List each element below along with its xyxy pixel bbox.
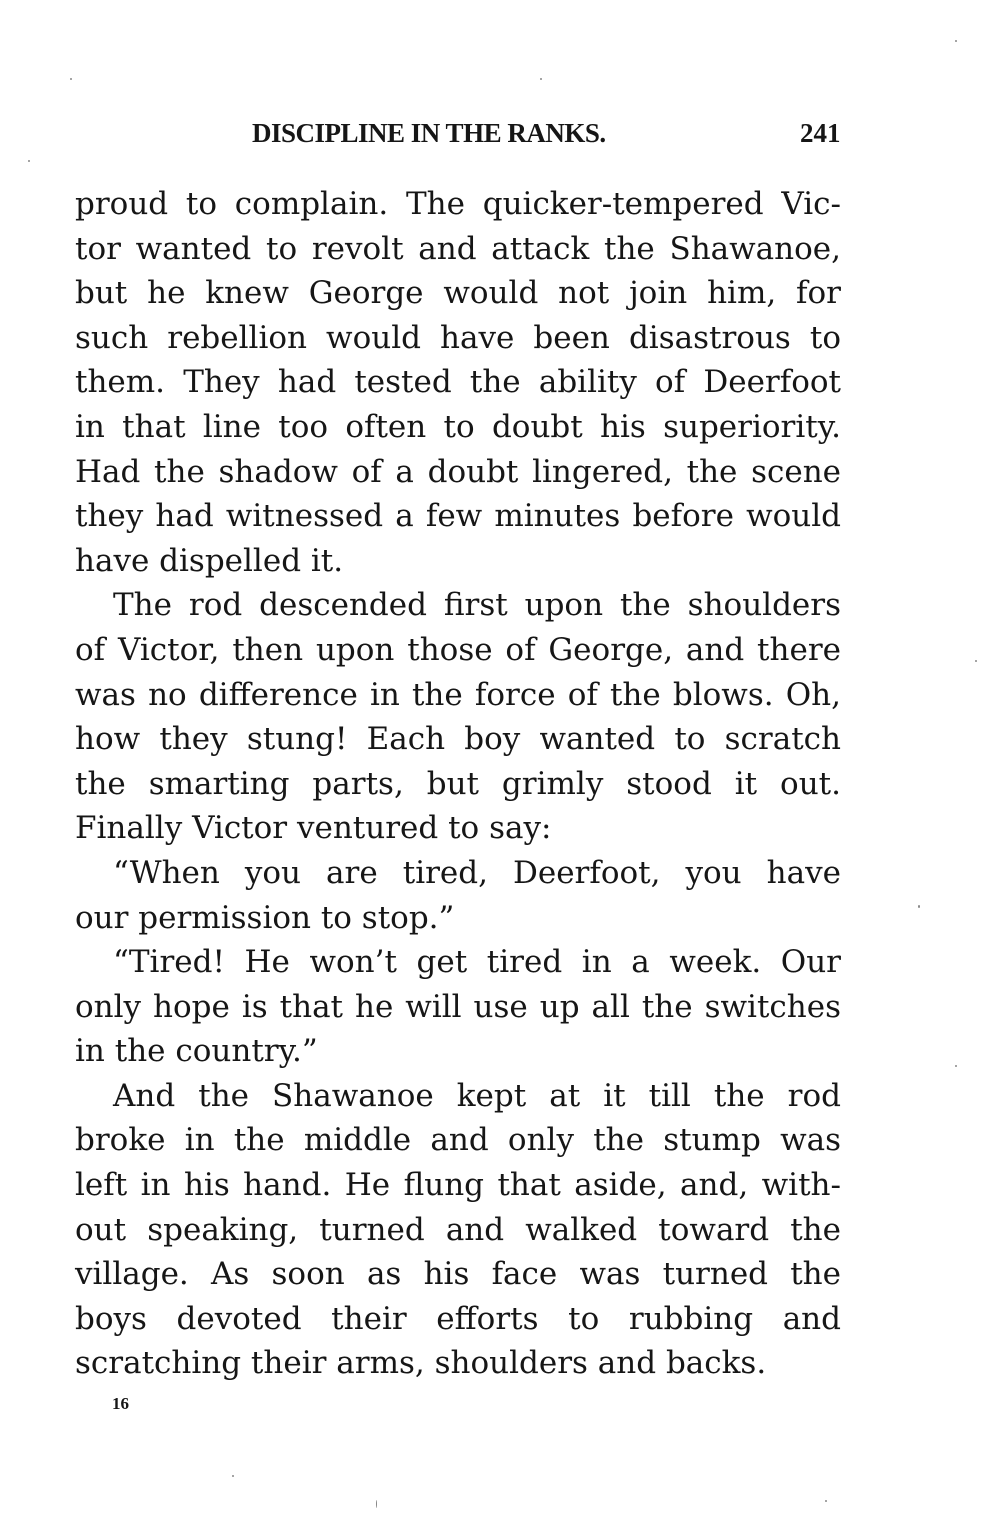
paper-speck — [918, 905, 920, 908]
text-line: only hope is that he will use up all the switches — [75, 988, 841, 1025]
text-line: scratching their arms, shoulders and backs. — [75, 1345, 767, 1382]
text-line: but he knew George would not join him, for — [75, 275, 841, 312]
text-line: the smarting parts, but grimly stood it out. — [75, 765, 841, 802]
signature-mark: 16 — [112, 1394, 129, 1413]
page-number: 241 — [800, 118, 841, 148]
running-title: DISCIPLINE IN THE RANKS. — [252, 118, 606, 148]
text-line: such rebellion would have been disastrous to — [75, 319, 841, 356]
text-line: in that line too often to doubt his superiority. — [75, 408, 841, 445]
paper-speck — [955, 1065, 957, 1067]
paper-speck — [70, 78, 72, 80]
paper-speck — [540, 78, 542, 80]
text-line: Had the shadow of a doubt lingered, the scene — [75, 453, 841, 490]
text-line: our permission to stop.” — [75, 899, 455, 936]
paper-speck — [955, 40, 957, 42]
text-line: tor wanted to revolt and attack the Shawanoe, — [75, 230, 841, 267]
text-line: them. They had tested the ability of Deerfoot — [75, 364, 841, 401]
paper-speck — [825, 1500, 827, 1502]
paper-speck — [376, 1500, 377, 1508]
text-line: of Victor, then upon those of George, and there — [75, 631, 841, 668]
body-text — [75, 182, 841, 1386]
text-line: boys devoted their efforts to rubbing and — [75, 1300, 841, 1337]
running-head — [0, 118, 987, 158]
text-line: The rod descended first upon the shoulders — [113, 587, 841, 624]
text-line: was no difference in the force of the blows. Oh, — [75, 676, 841, 713]
paper-speck — [28, 160, 30, 162]
text-line: have dispelled it. — [75, 542, 344, 579]
paper-speck — [975, 660, 977, 662]
text-line: out speaking, turned and walked toward the — [75, 1211, 841, 1248]
text-line: broke in the middle and only the stump was — [75, 1122, 841, 1159]
text-line: And the Shawanoe kept at it till the rod — [113, 1077, 841, 1114]
text-line: Finally Victor ventured to say: — [75, 810, 552, 847]
text-line: in the country.” — [75, 1033, 318, 1070]
text-line: village. As soon as his face was turned the — [75, 1256, 841, 1293]
text-line: “When you are tired, Deerfoot, you have — [113, 854, 841, 891]
text-line: how they stung! Each boy wanted to scratch — [75, 721, 841, 758]
text-line: “Tired! He won’t get tired in a week. Our — [113, 944, 841, 981]
paper-speck — [232, 1475, 234, 1477]
text-line: proud to complain. The quicker-tempered Vic- — [75, 186, 841, 222]
text-line: left in his hand. He flung that aside, and, with- — [75, 1167, 841, 1204]
text-line: they had witnessed a few minutes before would — [75, 498, 841, 535]
